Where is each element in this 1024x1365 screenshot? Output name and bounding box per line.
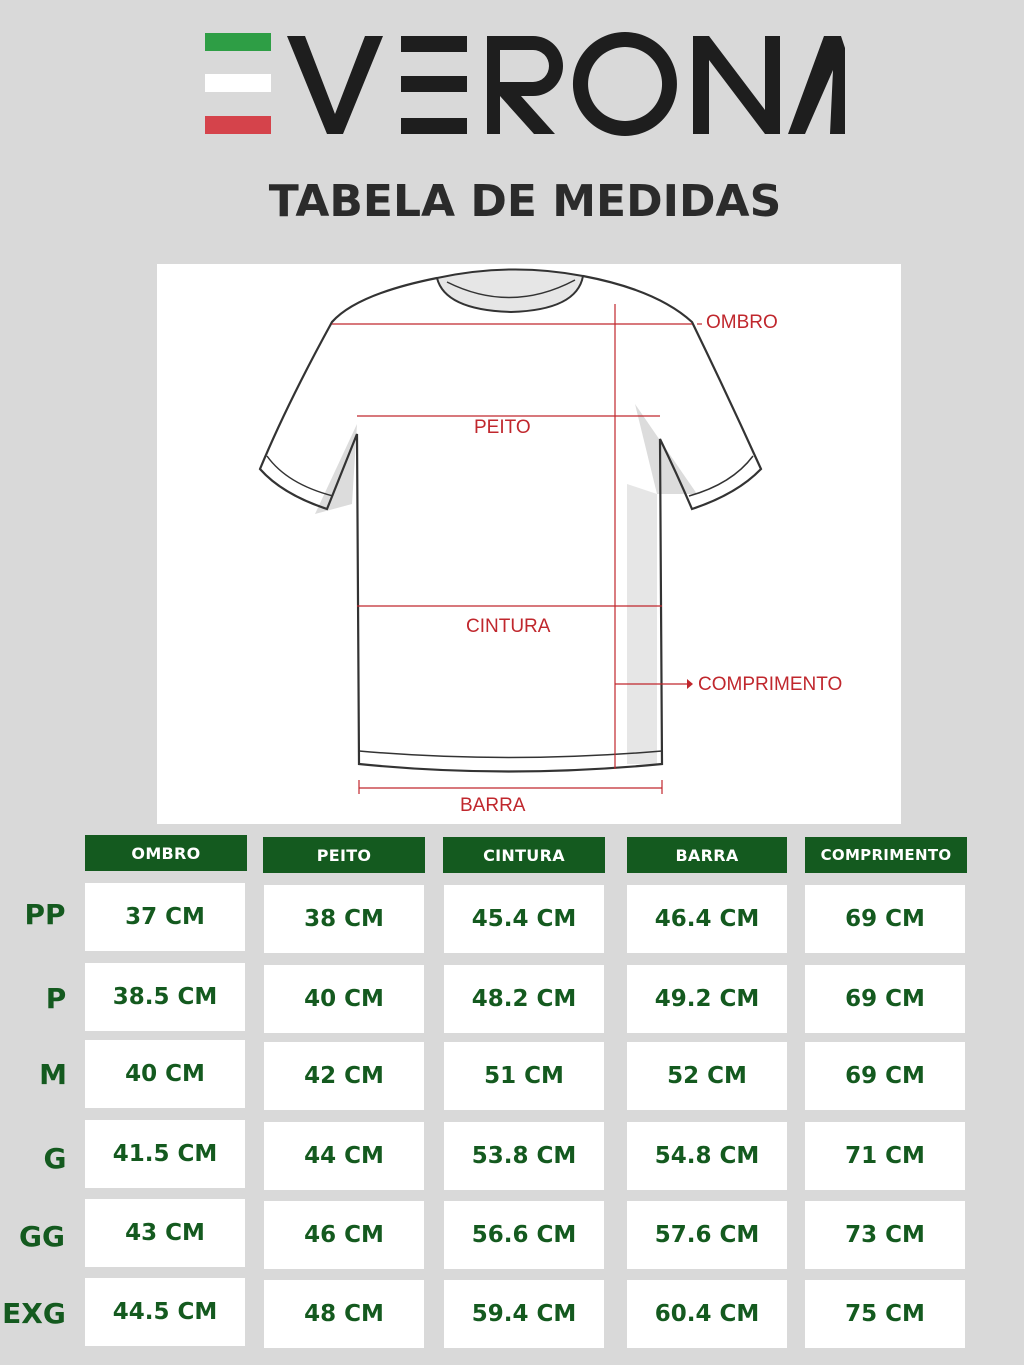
table-cell: 69 CM [805, 1042, 965, 1110]
table-cell: 52 CM [627, 1042, 787, 1110]
label-peito: PEITO [474, 417, 531, 438]
tshirt-icon [157, 264, 901, 824]
table-cell: 53.8 CM [444, 1122, 604, 1190]
italian-flag-icon [205, 33, 271, 134]
table-cell: 40 CM [85, 1040, 245, 1108]
label-comprimento: COMPRIMENTO [698, 674, 843, 695]
header-cintura: CINTURA [443, 837, 605, 873]
label-ombro: OMBRO [706, 312, 778, 333]
table-cell: 73 CM [805, 1201, 965, 1269]
table-cell: 46 CM [264, 1201, 424, 1269]
table-cell: 69 CM [805, 965, 965, 1033]
table-cell: 44.5 CM [85, 1278, 245, 1346]
verona-logo [205, 30, 845, 140]
table-cell: 38 CM [264, 885, 424, 953]
table-cell: 51 CM [444, 1042, 604, 1110]
table-cell: 60.4 CM [627, 1280, 787, 1348]
header-comprimento: COMPRIMENTO [805, 837, 967, 873]
header-barra: BARRA [627, 837, 787, 873]
table-cell: 69 CM [805, 885, 965, 953]
table-cell: 44 CM [264, 1122, 424, 1190]
table-cell: 46.4 CM [627, 885, 787, 953]
table-cell: 41.5 CM [85, 1120, 245, 1188]
header-ombro: OMBRO [85, 835, 247, 871]
size-label: PP [24, 898, 66, 931]
table-cell: 38.5 CM [85, 963, 245, 1031]
size-label: P [45, 982, 67, 1015]
table-cell: 54.8 CM [627, 1122, 787, 1190]
size-label: M [39, 1058, 67, 1091]
table-cell: 37 CM [85, 883, 245, 951]
table-cell: 56.6 CM [444, 1201, 604, 1269]
page-title: TABELA DE MEDIDAS [268, 176, 782, 227]
size-label: GG [19, 1220, 65, 1253]
table-cell: 42 CM [264, 1042, 424, 1110]
table-cell: 71 CM [805, 1122, 965, 1190]
table-cell: 40 CM [264, 965, 424, 1033]
label-barra: BARRA [460, 795, 526, 816]
table-cell: 57.6 CM [627, 1201, 787, 1269]
label-cintura: CINTURA [466, 616, 551, 637]
table-cell: 49.2 CM [627, 965, 787, 1033]
table-cell: 48.2 CM [444, 965, 604, 1033]
tshirt-diagram [157, 264, 901, 824]
table-cell: 45.4 CM [444, 885, 604, 953]
table-cell: 48 CM [264, 1280, 424, 1348]
table-cell: 75 CM [805, 1280, 965, 1348]
size-label: G [43, 1142, 67, 1175]
table-cell: 59.4 CM [444, 1280, 604, 1348]
header-peito: PEITO [263, 837, 425, 873]
size-label: EXG [2, 1297, 66, 1330]
table-cell: 43 CM [85, 1199, 245, 1267]
